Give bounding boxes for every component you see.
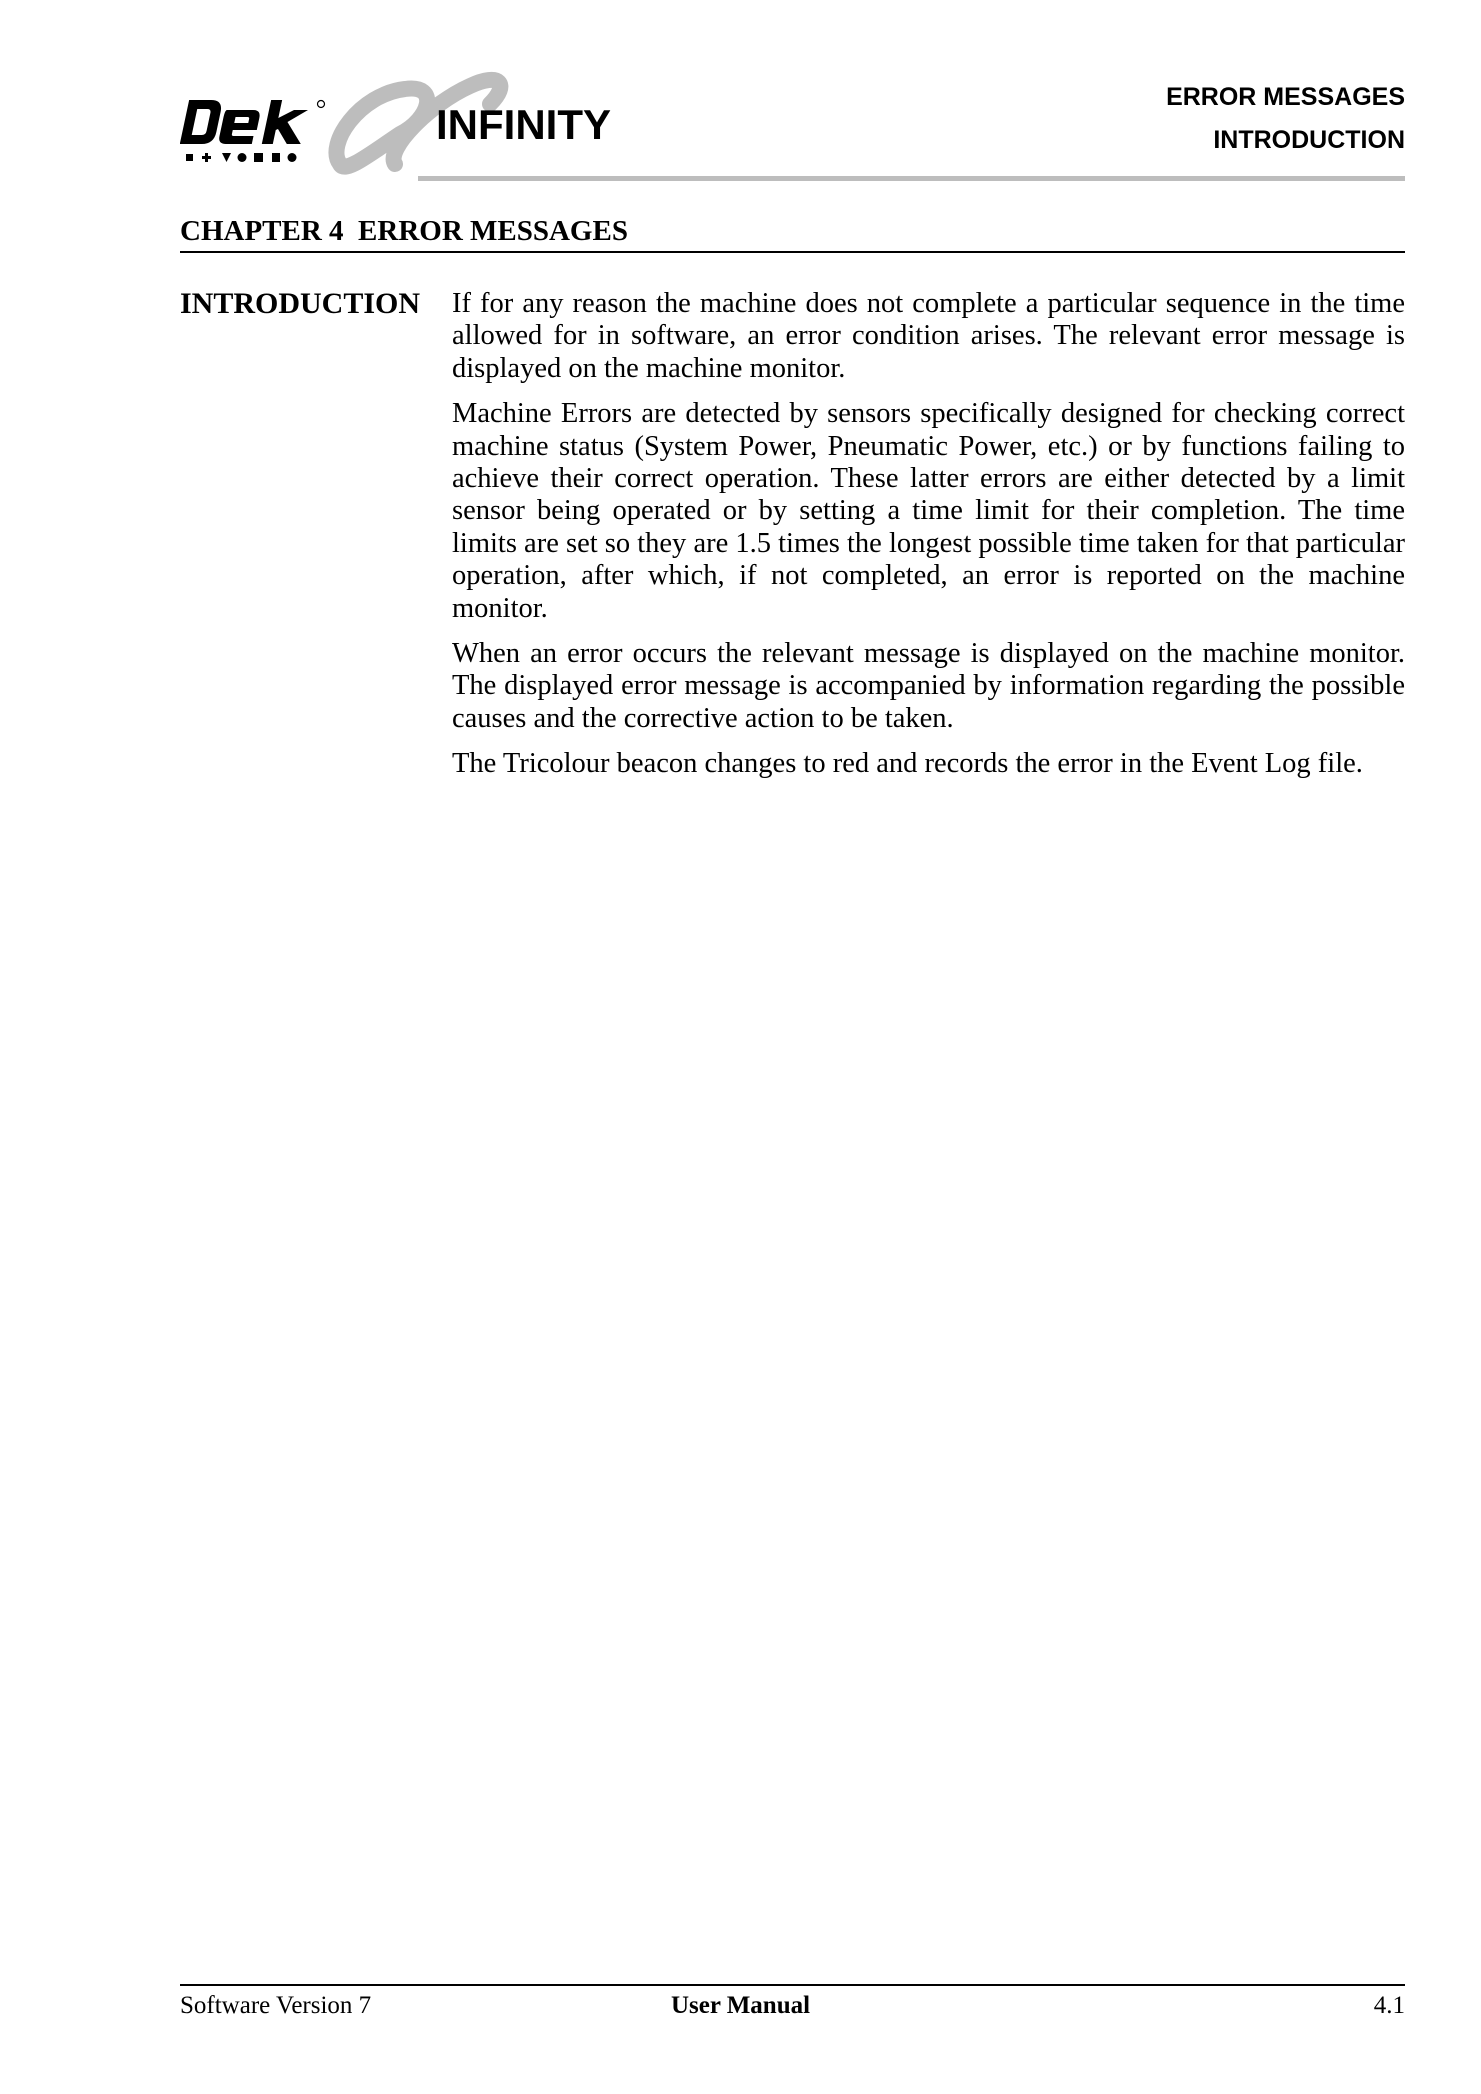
header-rule: [418, 176, 1405, 181]
header-section-title: ERROR MESSAGES: [1166, 83, 1405, 111]
paragraph: When an error occurs the relevant message is displayed on the machine monitor. The displayed error message is accompanied by information regarding the possible causes and the corrective action to be taken.: [452, 638, 1405, 734]
footer-software-version: Software Version 7: [180, 1992, 372, 2019]
section-heading: INTRODUCTION: [180, 287, 421, 320]
paragraph: Machine Errors are detected by sensors specifically designed for checking correct machine status (System Power, Pneumatic Power, etc.) or by functions failing to achieve their correct operation. These latter errors are either detected by a limit sensor being operated or by setting a time limit for their completion. The time limits are set so they are 1.5 times the longest possible time taken for that particular operation, after which, if not completed, an error is reported on the machine monitor.: [452, 398, 1405, 624]
header-subsection-title: INTRODUCTION: [1213, 126, 1405, 154]
footer-rule: [180, 1984, 1405, 1986]
product-name: INFINITY: [436, 101, 611, 148]
section-body: [452, 288, 1405, 794]
dek-logo-icon: [180, 96, 330, 166]
paragraph: The Tricolour beacon changes to red and records the error in the Event Log file.: [452, 748, 1363, 780]
footer-page-number: 4.1: [1373, 1992, 1405, 2019]
chapter-rule: [180, 251, 1405, 253]
dek-logo: [180, 96, 330, 166]
footer-document-title: User Manual: [670, 1992, 811, 2019]
paragraph: If for any reason the machine does not complete a particular sequence in the time allowed for in software, an error condition arises. The relevant error message is displayed on the machine monitor.: [452, 288, 1405, 384]
chapter-title: CHAPTER 4 ERROR MESSAGES: [180, 215, 628, 247]
